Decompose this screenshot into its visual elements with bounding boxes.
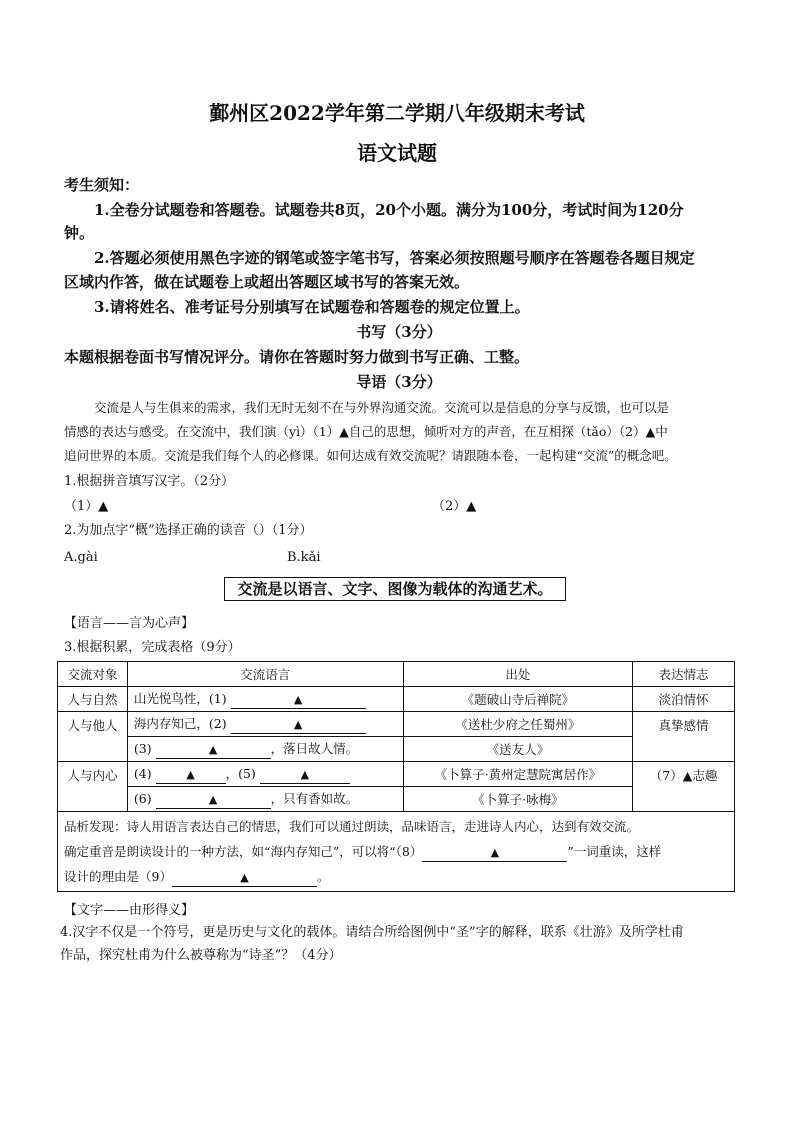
blank-mark: ▲ — [240, 871, 249, 884]
language-cell — [127, 787, 403, 812]
notice-heading: 考生须知： — [64, 176, 140, 194]
source-cell: 《卜算子·黄州定慧院寓居作》 — [403, 762, 633, 787]
q1-answer-1[interactable]: （1）▲ — [64, 499, 109, 514]
notice-item-3: 3.请将姓名、准考证号分别填写在试题卷和答题卷的规定位置上。 — [94, 298, 530, 316]
language-cell — [127, 712, 403, 737]
intro-line-3: 追问世界的本质。交流是我们每个人的必修课。如何达成有效交流呢？请跟随本卷，一起构建“交流”的概念吧。 — [64, 448, 677, 463]
language-suffix: ，只有香如故。 — [270, 791, 359, 806]
exam-title: 鄞州区2022学年第二学期八年级期末考试 — [209, 101, 585, 125]
language-middle: ，(5) — [225, 766, 256, 781]
table-header-row — [58, 662, 735, 687]
q2-option-b[interactable]: B.kǎi — [287, 550, 321, 565]
highlight-box: 交流是以语言、文字、图像为载体的沟通艺术。 — [224, 577, 566, 601]
answer-blank-9[interactable] — [172, 869, 317, 887]
note-text: 设计的理由是（9） — [64, 869, 172, 884]
q4-line-1: 4.汉字不仅是一个符号，更是历史与文化的载体。请结合所给图例中“圣”字的解释，联系《壮游》及所学杜甫 — [60, 925, 684, 940]
language-suffix: ，落日故人情。 — [270, 741, 359, 756]
writing-heading: 书写（3分） — [356, 323, 442, 341]
note-text: ”一词重读，这样 — [567, 844, 662, 859]
q4-line-2: 作品，探究杜甫为什么被尊称为“诗圣”？（4分） — [60, 948, 342, 963]
language-prefix: (6) — [133, 791, 152, 806]
analysis-note — [58, 812, 735, 892]
note-line-3 — [64, 864, 728, 889]
table-note-row — [58, 812, 735, 892]
source-cell: 《题破山寺后禅院》 — [403, 687, 633, 712]
table-row — [58, 762, 735, 787]
header-object: 交流对象 — [58, 662, 128, 687]
q1-answer-2[interactable]: （2）▲ — [432, 499, 477, 514]
notice-item-2-cont: 区域内作答，做在试题卷上或超出答题区域书写的答案无效。 — [64, 273, 470, 291]
writing-text: 本题根据卷面书写情况评分。请你在答题时努力做到书写正确、工整。 — [64, 348, 530, 366]
exam-subtitle: 语文试题 — [357, 141, 437, 165]
language-cell — [127, 687, 403, 712]
answer-blank-2[interactable] — [231, 716, 366, 734]
intro-heading: 导语（3分） — [356, 373, 442, 391]
q1-text: 1.根据拼音填写汉字。（2分） — [64, 474, 235, 489]
emotion-cell: 真挚感情 — [633, 712, 735, 762]
intro-line-1: 交流是人与生俱来的需求，我们无时无刻不在与外界沟通交流。交流可以是信息的分享与反馈，也可以是 — [94, 400, 670, 415]
section-text: 【文字——由形得义】 — [64, 903, 195, 918]
blank-mark: ▲ — [293, 718, 303, 731]
source-cell: 《卜算子·咏梅》 — [403, 787, 633, 812]
emotion-cell: 淡泊情怀 — [633, 687, 735, 712]
answer-blank-1[interactable] — [231, 691, 366, 709]
answer-blank-6[interactable] — [156, 791, 271, 809]
answer-blank-4[interactable] — [156, 766, 226, 784]
blank-mark: ▲ — [490, 846, 500, 859]
q3-table — [57, 661, 735, 892]
language-cell — [127, 737, 403, 762]
blank-mark: ▲ — [293, 693, 303, 706]
blank-mark: ▲ — [208, 793, 218, 806]
object-cell: 人与自然 — [58, 687, 128, 712]
notice-item-1-cont: 钟。 — [64, 224, 95, 242]
note-text: 确定重音是朗读设计的一种方法，如“海内存知己”，可以将“（8） — [64, 844, 423, 859]
intro-line-2: 情感的表达与感受。在交流中，我们演（yì）（1）▲自己的思想，倾听对方的声音，在互相探（tǎo）（2）▲中 — [64, 424, 668, 439]
note-text: 。 — [316, 869, 330, 884]
q2-option-a[interactable]: A.gài — [64, 550, 98, 565]
section-language: 【语言——言为心声】 — [64, 616, 195, 631]
table-row — [58, 687, 735, 712]
language-prefix: 海内存知己，(2) — [133, 716, 227, 731]
answer-blank-8[interactable] — [422, 844, 567, 862]
language-prefix: 山光悦鸟性，(1) — [133, 691, 227, 706]
language-prefix: (3) — [133, 741, 152, 756]
answer-blank-3[interactable] — [156, 741, 271, 759]
header-source: 出处 — [403, 662, 633, 687]
notice-item-1: 1.全卷分试题卷和答题卷。试题卷共8页，20个小题。满分为100分，考试时间为120分 — [94, 201, 684, 219]
q3-text: 3.根据积累，完成表格（9分） — [64, 640, 241, 655]
notice-item-2: 2.答题必须使用黑色字迹的钢笔或签字笔书写，答案必须按照题号顺序在答题卷各题目规定 — [94, 249, 695, 267]
source-cell: 《送友人》 — [403, 737, 633, 762]
emotion-cell[interactable]: （7）▲志趣 — [633, 762, 735, 812]
note-line-1: 品析发现：诗人用语言表达自己的情思，我们可以通过朗读，品味语言，走进诗人内心，达到有效交流。 — [64, 819, 640, 834]
language-cell — [127, 762, 403, 787]
table-row — [58, 712, 735, 737]
blank-mark: ▲ — [208, 743, 218, 756]
blank-mark: ▲ — [300, 768, 310, 781]
blank-mark: ▲ — [186, 768, 195, 781]
object-cell: 人与内心 — [58, 762, 128, 812]
language-prefix: (4) — [133, 766, 152, 781]
header-emotion: 表达情志 — [633, 662, 735, 687]
header-language: 交流语言 — [127, 662, 403, 687]
answer-blank-5[interactable] — [260, 766, 350, 784]
q2-text: 2.为加点字“概”选择正确的读音（）（1分） — [64, 523, 313, 538]
source-cell: 《送杜少府之任蜀州》 — [403, 712, 633, 737]
object-cell: 人与他人 — [58, 712, 128, 762]
note-line-2 — [64, 839, 728, 864]
